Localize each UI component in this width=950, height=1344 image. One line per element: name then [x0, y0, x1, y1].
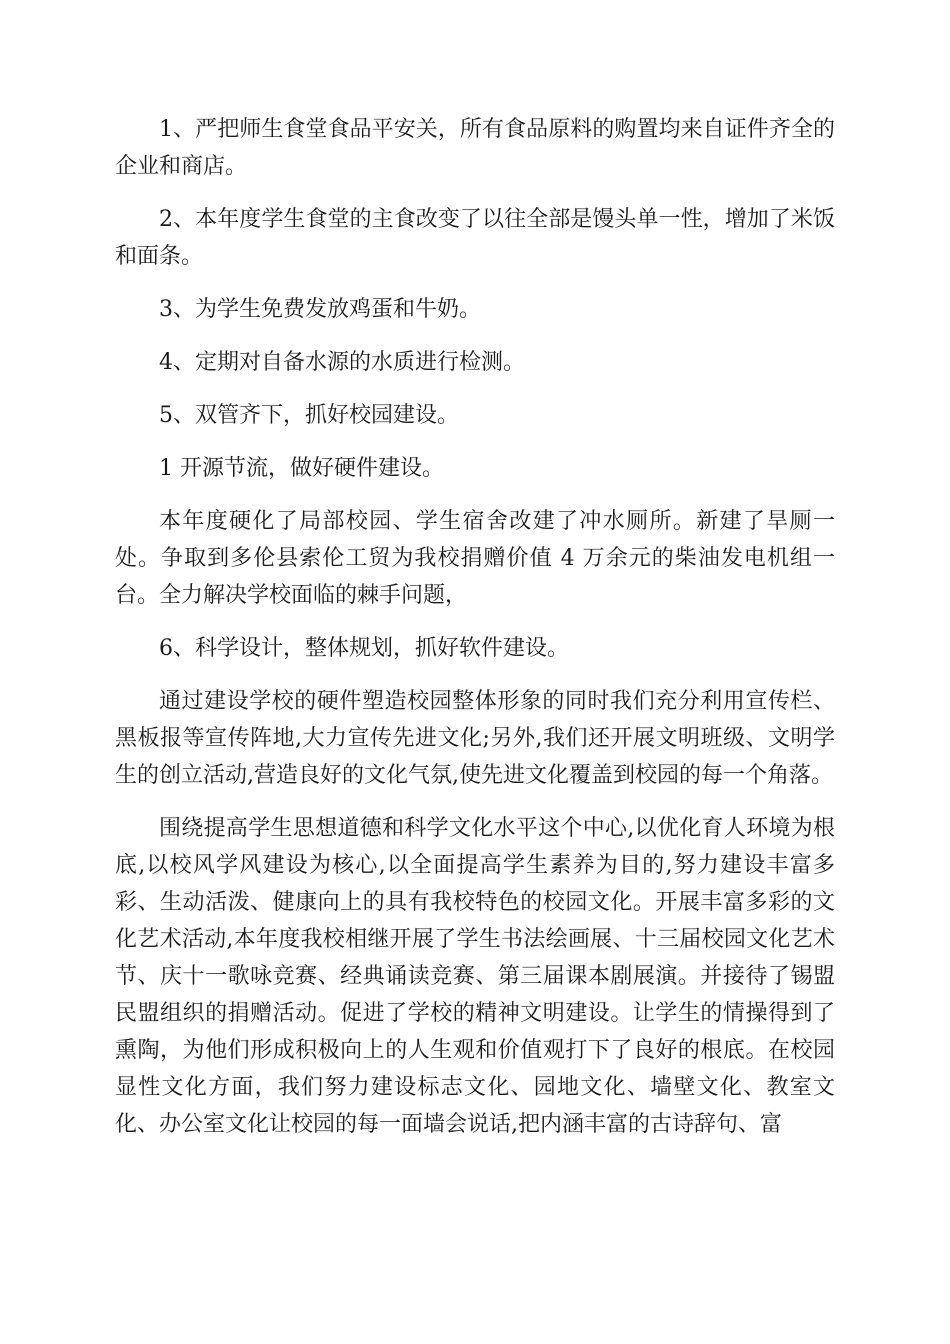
- paragraph-software-construction: 6、科学设计，整体规划，抓好软件建设。: [159, 636, 569, 661]
- paragraph-staple-food: 2、本年度学生食堂的主食改变了以往全部是馒头单一性，增加了米饭和面条。: [115, 207, 835, 269]
- paragraph-hardware-construction: 1 开源节流，做好硬件建设。: [159, 456, 444, 481]
- paragraph-campus-construction: 5、双管齐下，抓好校园建设。: [159, 403, 459, 428]
- paragraph-water-testing: 4、定期对自备水源的水质进行检测。: [159, 350, 525, 375]
- paragraph-campus-culture: 围绕提高学生思想道德和科学文化水平这个中心,以优化育人环境为根底,以校风学风建设为核心,以全面提高学生素养为目的,努力建设丰富多彩、生动活泼、健康向上的具有我校特色的校园文化。开展丰富多彩的文化艺术活动,本年度我校相继开展了学生书法绘画展、十三届校园文化艺术节、庆十一歌咏竞赛、经典诵读竞赛、第三届课本剧展演。并接待了锡盟民盟组织的捐赠活动。促进了学校的精神文明建设。让学生的情操得到了熏陶，为他们形成积极向上的人生观和价值观打下了良好的根底。在校园显性文化方面，我们努力建设标志文化、园地文化、墙壁文化、教室文化、办公室文化让校园的每一面墙会说话,把内涵丰富的古诗辞句、富: [115, 816, 835, 1137]
- paragraph-hardware-details: 本年度硬化了局部校园、学生宿舍改建了冲水厕所。新建了旱厕一处。争取到多伦县索伦工贸为我校捐赠价值 4 万余元的柴油发电机组一台。全力解决学校面临的棘手问题，: [115, 509, 835, 608]
- paragraph-food-safety: 1、严把师生食堂食品平安关，所有食品原料的购置均来自证件齐全的企业和商店。: [115, 117, 835, 179]
- paragraph-eggs-milk: 3、为学生免费发放鸡蛋和牛奶。: [159, 297, 481, 322]
- paragraph-culture-promotion: 通过建设学校的硬件塑造校园整体形象的同时我们充分利用宣传栏、黑板报等宣传阵地,大力宣传先进文化;另外,我们还开展文明班级、文明学生的创立活动,营造良好的文化气氛,使先进文化覆盖到校园的每一个角落。: [115, 689, 835, 788]
- document-body: [115, 111, 835, 1159]
